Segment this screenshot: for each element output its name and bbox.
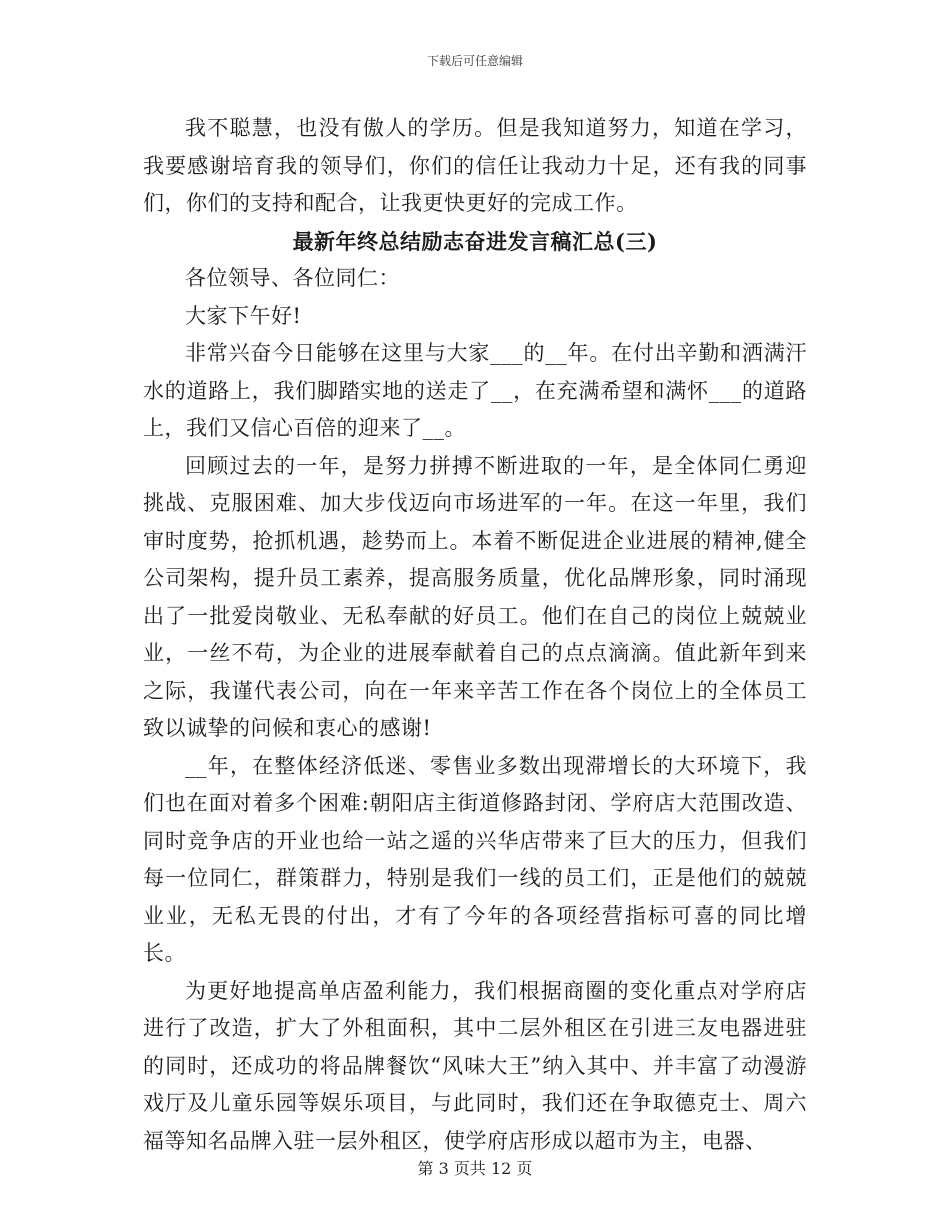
section-title: 最新年终总结励志奋进发言稿汇总(三) — [292, 228, 658, 254]
paragraph: __年，在整体经济低迷、零售业多数出现滞增长的大环境下，我们也在面对着多个困难:朝阳店主街道修路封闭、学府店大范围改造、同时竞争店的开业也给一站之遥的兴华店带来了巨大的压力，但我们每一位同仁，群策群力，特别是我们一线的员工们，正是他们的兢兢业业，无私无畏的付出，才有了今年的各项经营指标可喜的同比增长。 — [143, 753, 807, 965]
salutation: 各位领导、各位同仁： — [185, 266, 400, 290]
paragraph: 我不聪慧，也没有傲人的学历。但是我知道努力，知道在学习，我要感谢培育我的领导们，你们的信任让我动力十足，还有我的同事们，你们的支持和配合，让我更快更好的完成工作。 — [143, 116, 807, 215]
page-header-note: 下载后可任意编辑 — [426, 54, 523, 68]
paragraph: 回顾过去的一年，是努力拼搏不断进取的一年，是全体同仁勇迎挑战、克服困难、加大步伐迈向市场进军的一年。在这一年里，我们审时度势，抢抓机遇，趁势而上。本着不断促进企业进展的精神,健全公司架构，提升员工素养，提高服务质量，优化品牌形象，同时涌现出了一批爱岗敬业、无私奉献的好员工。他们在自己的岗位上兢兢业业，一丝不苟，为企业的进展奉献着自己的点点滴滴。值此新年到来之际，我谨代表公司，向在一年来辛苦工作在各个岗位上的全体员工致以诚挚的问候和衷心的感谢! — [143, 453, 807, 740]
greeting: 大家下午好! — [185, 303, 302, 328]
paragraph: 非常兴奋今日能够在这里与大家___的__年。在付出辛勤和洒满汗水的道路上，我们脚踏实地的送走了__，在充满希望和满怀___的道路上，我们又信心百倍的迎来了__。 — [143, 341, 807, 440]
paragraph: 为更好地提高单店盈利能力，我们根据商圈的变化重点对学府店进行了改造，扩大了外租面积，其中二层外租区在引进三友电器进驻的同时，还成功的将品牌餐饮“风味大王”纳入其中、并丰富了动漫游戏厅及儿童乐园等娱乐项目，与此同时，我们还在争取德克士、周六福等知名品牌入驻一层外租区，使学府店形成以超市为主，电器、 — [143, 978, 807, 1153]
page-footer-number: 第 3 页共 12 页 — [417, 1159, 533, 1178]
document-body — [143, 110, 807, 1160]
